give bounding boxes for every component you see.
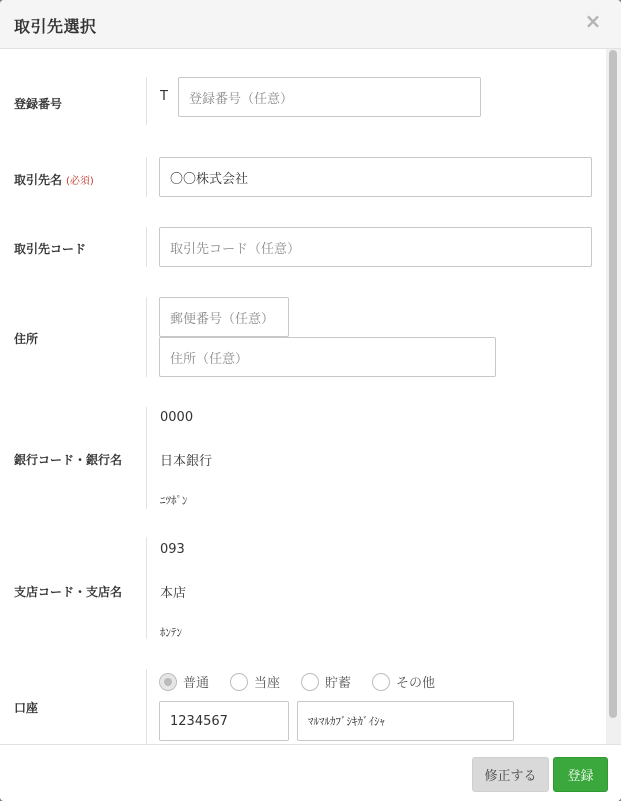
branch-kana: ﾎﾝﾃﾝ [160, 626, 182, 639]
account-type-savings[interactable] [301, 672, 351, 691]
radio-label: 当座 [254, 676, 281, 691]
registration-number-input[interactable]: 登録番号（任意） [178, 77, 481, 117]
postal-code-input[interactable]: 郵便番号（任意） [159, 297, 289, 337]
registration-prefix: T [160, 89, 168, 104]
divider [146, 227, 147, 267]
radio-label: 貯蓄 [325, 676, 352, 691]
bank-label: 銀行コード・銀行名 [14, 453, 123, 467]
register-button[interactable]: 登録 [553, 757, 608, 792]
partner-name-label-text: 取引先名 [14, 173, 63, 187]
branch-label: 支店コード・支店名 [14, 585, 123, 599]
close-icon[interactable]: × [584, 9, 602, 33]
edit-button[interactable]: 修正する [472, 757, 549, 792]
scrollbar[interactable] [606, 49, 621, 744]
radio-checked-icon[interactable] [159, 673, 177, 691]
bank-name: 日本銀行 [160, 454, 213, 469]
radio-icon[interactable] [301, 673, 319, 691]
registration-number-label: 登録番号 [14, 97, 63, 111]
address-label: 住所 [14, 332, 39, 346]
dialog-footer [0, 744, 621, 801]
partner-code-input[interactable]: 取引先コード（任意） [159, 227, 592, 267]
divider [146, 407, 147, 509]
dialog-body [0, 49, 606, 744]
account-label: 口座 [14, 701, 39, 715]
branch-code: 093 [160, 542, 185, 557]
account-number-input[interactable]: 1234567 [159, 701, 289, 741]
divider [146, 669, 147, 744]
branch-name: 本店 [160, 586, 187, 601]
required-badge: (必須) [66, 176, 94, 187]
bank-code: 0000 [160, 410, 194, 425]
account-type-ordinary[interactable] [159, 672, 209, 691]
bank-kana: ﾆﾂﾎﾟﾝ [160, 494, 188, 507]
radio-icon[interactable] [230, 673, 248, 691]
dialog-header [0, 0, 621, 49]
account-type-checking[interactable] [230, 672, 280, 691]
radio-label: その他 [396, 676, 436, 691]
divider [146, 537, 147, 639]
divider [146, 157, 147, 197]
divider [146, 297, 147, 377]
partner-name-label [14, 171, 94, 188]
radio-icon[interactable] [372, 673, 390, 691]
divider [146, 77, 147, 125]
partner-name-input[interactable]: 〇〇株式会社 [159, 157, 592, 197]
account-holder-input[interactable]: ﾏﾙﾏﾙｶﾌﾞｼｷｶﾞｲｼｬ [297, 701, 514, 741]
scrollbar-thumb[interactable] [609, 50, 617, 718]
address-input[interactable]: 住所（任意） [159, 337, 496, 377]
radio-label: 普通 [183, 676, 210, 691]
account-type-other[interactable] [372, 672, 435, 691]
partner-code-label: 取引先コード [14, 242, 87, 256]
dialog-title: 取引先選択 [14, 17, 97, 36]
